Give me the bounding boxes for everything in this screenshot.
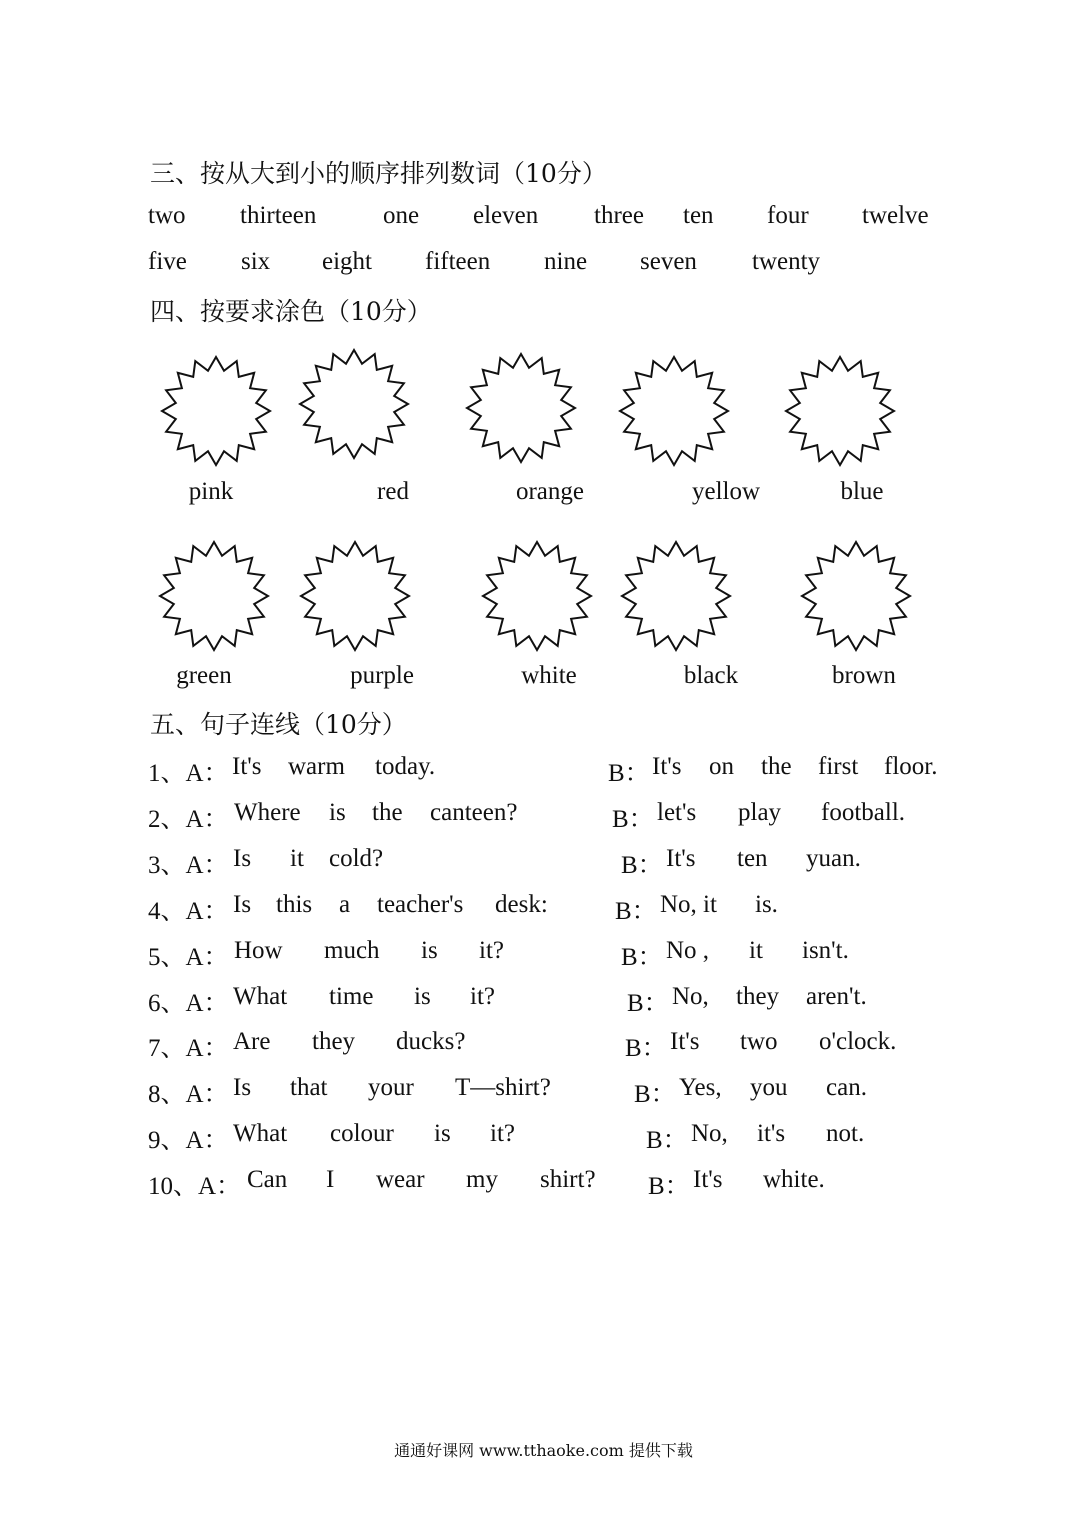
sentence-word: cold? xyxy=(329,845,384,872)
question-number: 10、A： xyxy=(148,1173,242,1200)
question-number: 1、A： xyxy=(148,760,229,787)
number-words-row-1 xyxy=(0,202,1087,242)
answer-marker: B： xyxy=(646,1127,688,1154)
sentence-word: you xyxy=(750,1074,788,1101)
color-label-yellow: yellow xyxy=(691,478,761,505)
sentence-word: it's xyxy=(757,1120,786,1147)
star-outline-icon[interactable] xyxy=(481,540,593,652)
number-word: two xyxy=(148,202,186,229)
sentence-word: today. xyxy=(375,753,436,780)
sentence-word: two xyxy=(740,1028,778,1055)
color-label-red: red xyxy=(377,478,409,505)
sentence-word: is xyxy=(414,983,431,1010)
number-word: fifteen xyxy=(425,248,491,275)
sentence-row-3 xyxy=(0,845,1087,885)
question-number: 2、A： xyxy=(148,806,229,833)
sentence-word: It's xyxy=(693,1166,723,1193)
sentence-word: let's xyxy=(657,799,697,826)
number-word: twenty xyxy=(752,248,821,275)
sentence-word: they xyxy=(312,1028,356,1055)
sentence-word: shirt? xyxy=(540,1166,596,1193)
sentence-word: they xyxy=(736,983,780,1010)
sentence-word: It's xyxy=(670,1028,700,1055)
sentence-word: it? xyxy=(479,937,504,964)
sentence-word: It's xyxy=(232,753,262,780)
section5-title: 五、句子连线（10分） xyxy=(150,710,407,739)
sentence-word: ducks? xyxy=(396,1028,466,1055)
sentence-word: Is xyxy=(233,891,252,918)
footer-credit: 通通好课网 www.tthaoke.com 提供下载 xyxy=(394,1441,693,1460)
sentence-word: not. xyxy=(826,1120,865,1147)
sentence-word: this xyxy=(276,891,313,918)
sentence-word: it xyxy=(749,937,763,964)
sentence-word: o'clock. xyxy=(819,1028,897,1055)
question-number: 5、A： xyxy=(148,944,229,971)
sentence-word: a xyxy=(339,891,351,918)
sentence-word: canteen? xyxy=(430,799,518,826)
answer-marker: B： xyxy=(615,898,657,925)
star-outline-icon[interactable] xyxy=(465,352,577,464)
sentence-word: No, xyxy=(691,1120,728,1147)
color-label-pink: pink xyxy=(188,478,234,505)
sentence-word: colour xyxy=(330,1120,394,1147)
sentence-word: time xyxy=(329,983,374,1010)
sentence-word: is xyxy=(421,937,438,964)
sentence-word: No , xyxy=(666,937,710,964)
question-number: 8、A： xyxy=(148,1081,229,1108)
sentence-word: Are xyxy=(233,1028,271,1055)
number-word: five xyxy=(148,248,187,275)
number-word: eight xyxy=(322,248,372,275)
star-outline-icon[interactable] xyxy=(299,540,411,652)
number-word: seven xyxy=(640,248,697,275)
sentence-row-10 xyxy=(0,1166,1087,1206)
sentence-word: warm xyxy=(288,753,345,780)
question-number: 7、A： xyxy=(148,1035,229,1062)
sentence-word: the xyxy=(372,799,403,826)
section4-title: 四、按要求涂色（10分） xyxy=(150,297,432,326)
sentence-row-9 xyxy=(0,1120,1087,1160)
sentence-word: is xyxy=(434,1120,451,1147)
sentence-word: is xyxy=(329,799,346,826)
question-number: 3、A： xyxy=(148,852,229,879)
sentence-row-5 xyxy=(0,937,1087,977)
sentence-word: It's xyxy=(652,753,682,780)
sentence-word: isn't. xyxy=(802,937,849,964)
sentence-word: floor. xyxy=(884,753,938,780)
sentence-row-8 xyxy=(0,1074,1087,1114)
sentence-word: I xyxy=(326,1166,335,1193)
sentence-row-4 xyxy=(0,891,1087,931)
sentence-word: can. xyxy=(826,1074,867,1101)
section3-title: 三、按从大到小的顺序排列数词（10分） xyxy=(150,159,607,188)
number-word: one xyxy=(383,202,420,229)
question-number: 9、A： xyxy=(148,1127,229,1154)
sentence-word: my xyxy=(466,1166,498,1193)
star-outline-icon[interactable] xyxy=(800,540,912,652)
sentence-word: ten xyxy=(737,845,768,872)
sentence-word: it xyxy=(290,845,304,872)
sentence-word: T—shirt? xyxy=(455,1074,551,1101)
sentence-word: It's xyxy=(666,845,696,872)
sentence-word: teacher's xyxy=(377,891,464,918)
sentence-row-1 xyxy=(0,753,1087,793)
sentence-word: Where xyxy=(234,799,301,826)
sentence-word: that xyxy=(290,1074,328,1101)
number-word: three xyxy=(594,202,644,229)
star-outline-icon[interactable] xyxy=(618,355,730,467)
star-outline-icon[interactable] xyxy=(158,540,270,652)
sentence-word: Can xyxy=(247,1166,288,1193)
sentence-row-6 xyxy=(0,983,1087,1023)
sentence-word: desk: xyxy=(495,891,548,918)
sentence-word: Is xyxy=(233,845,252,872)
sentence-word: is. xyxy=(755,891,778,918)
answer-marker: B： xyxy=(634,1081,676,1108)
color-label-green: green xyxy=(176,662,232,689)
answer-marker: B： xyxy=(627,990,669,1017)
question-number: 4、A： xyxy=(148,898,229,925)
number-words-row-2 xyxy=(0,248,1087,288)
answer-marker: B： xyxy=(621,852,663,879)
color-label-white: white xyxy=(521,662,577,689)
sentence-word: yuan. xyxy=(806,845,861,872)
color-label-orange: orange xyxy=(515,478,585,505)
star-outline-icon[interactable] xyxy=(298,348,410,460)
answer-marker: B： xyxy=(621,944,663,971)
number-word: nine xyxy=(544,248,588,275)
star-outline-icon[interactable] xyxy=(620,540,732,652)
answer-marker: B： xyxy=(608,760,650,787)
sentence-word: first xyxy=(818,753,859,780)
number-word: ten xyxy=(683,202,714,229)
sentence-word: How xyxy=(234,937,283,964)
sentence-word: it? xyxy=(490,1120,515,1147)
sentence-word: Is xyxy=(233,1074,252,1101)
sentence-row-2 xyxy=(0,799,1087,839)
color-label-black: black xyxy=(683,662,739,689)
sentence-word: What xyxy=(233,983,288,1010)
answer-marker: B： xyxy=(625,1035,667,1062)
answer-marker: B： xyxy=(612,806,654,833)
sentence-word: Yes, xyxy=(679,1074,722,1101)
number-word: six xyxy=(241,248,271,275)
sentence-word: it? xyxy=(470,983,495,1010)
sentence-word: wear xyxy=(376,1166,425,1193)
color-label-purple: purple xyxy=(350,662,414,689)
question-number: 6、A： xyxy=(148,990,229,1017)
sentence-row-7 xyxy=(0,1028,1087,1068)
color-label-blue: blue xyxy=(840,478,884,505)
sentence-word: play xyxy=(738,799,782,826)
number-word: eleven xyxy=(473,202,539,229)
color-label-brown: brown xyxy=(832,662,896,689)
number-word: four xyxy=(767,202,809,229)
sentence-word: No, it xyxy=(660,891,717,918)
number-word: twelve xyxy=(862,202,929,229)
sentence-word: on xyxy=(709,753,734,780)
sentence-word: the xyxy=(761,753,792,780)
sentence-word: No, xyxy=(672,983,709,1010)
sentence-word: football. xyxy=(821,799,906,826)
star-outline-icon[interactable] xyxy=(784,355,896,467)
answer-marker: B： xyxy=(648,1173,690,1200)
sentence-word: much xyxy=(324,937,380,964)
sentence-word: white. xyxy=(763,1166,825,1193)
sentence-word: aren't. xyxy=(806,983,867,1010)
number-word: thirteen xyxy=(240,202,317,229)
sentence-word: your xyxy=(368,1074,414,1101)
sentence-word: What xyxy=(233,1120,288,1147)
star-outline-icon[interactable] xyxy=(160,355,272,467)
